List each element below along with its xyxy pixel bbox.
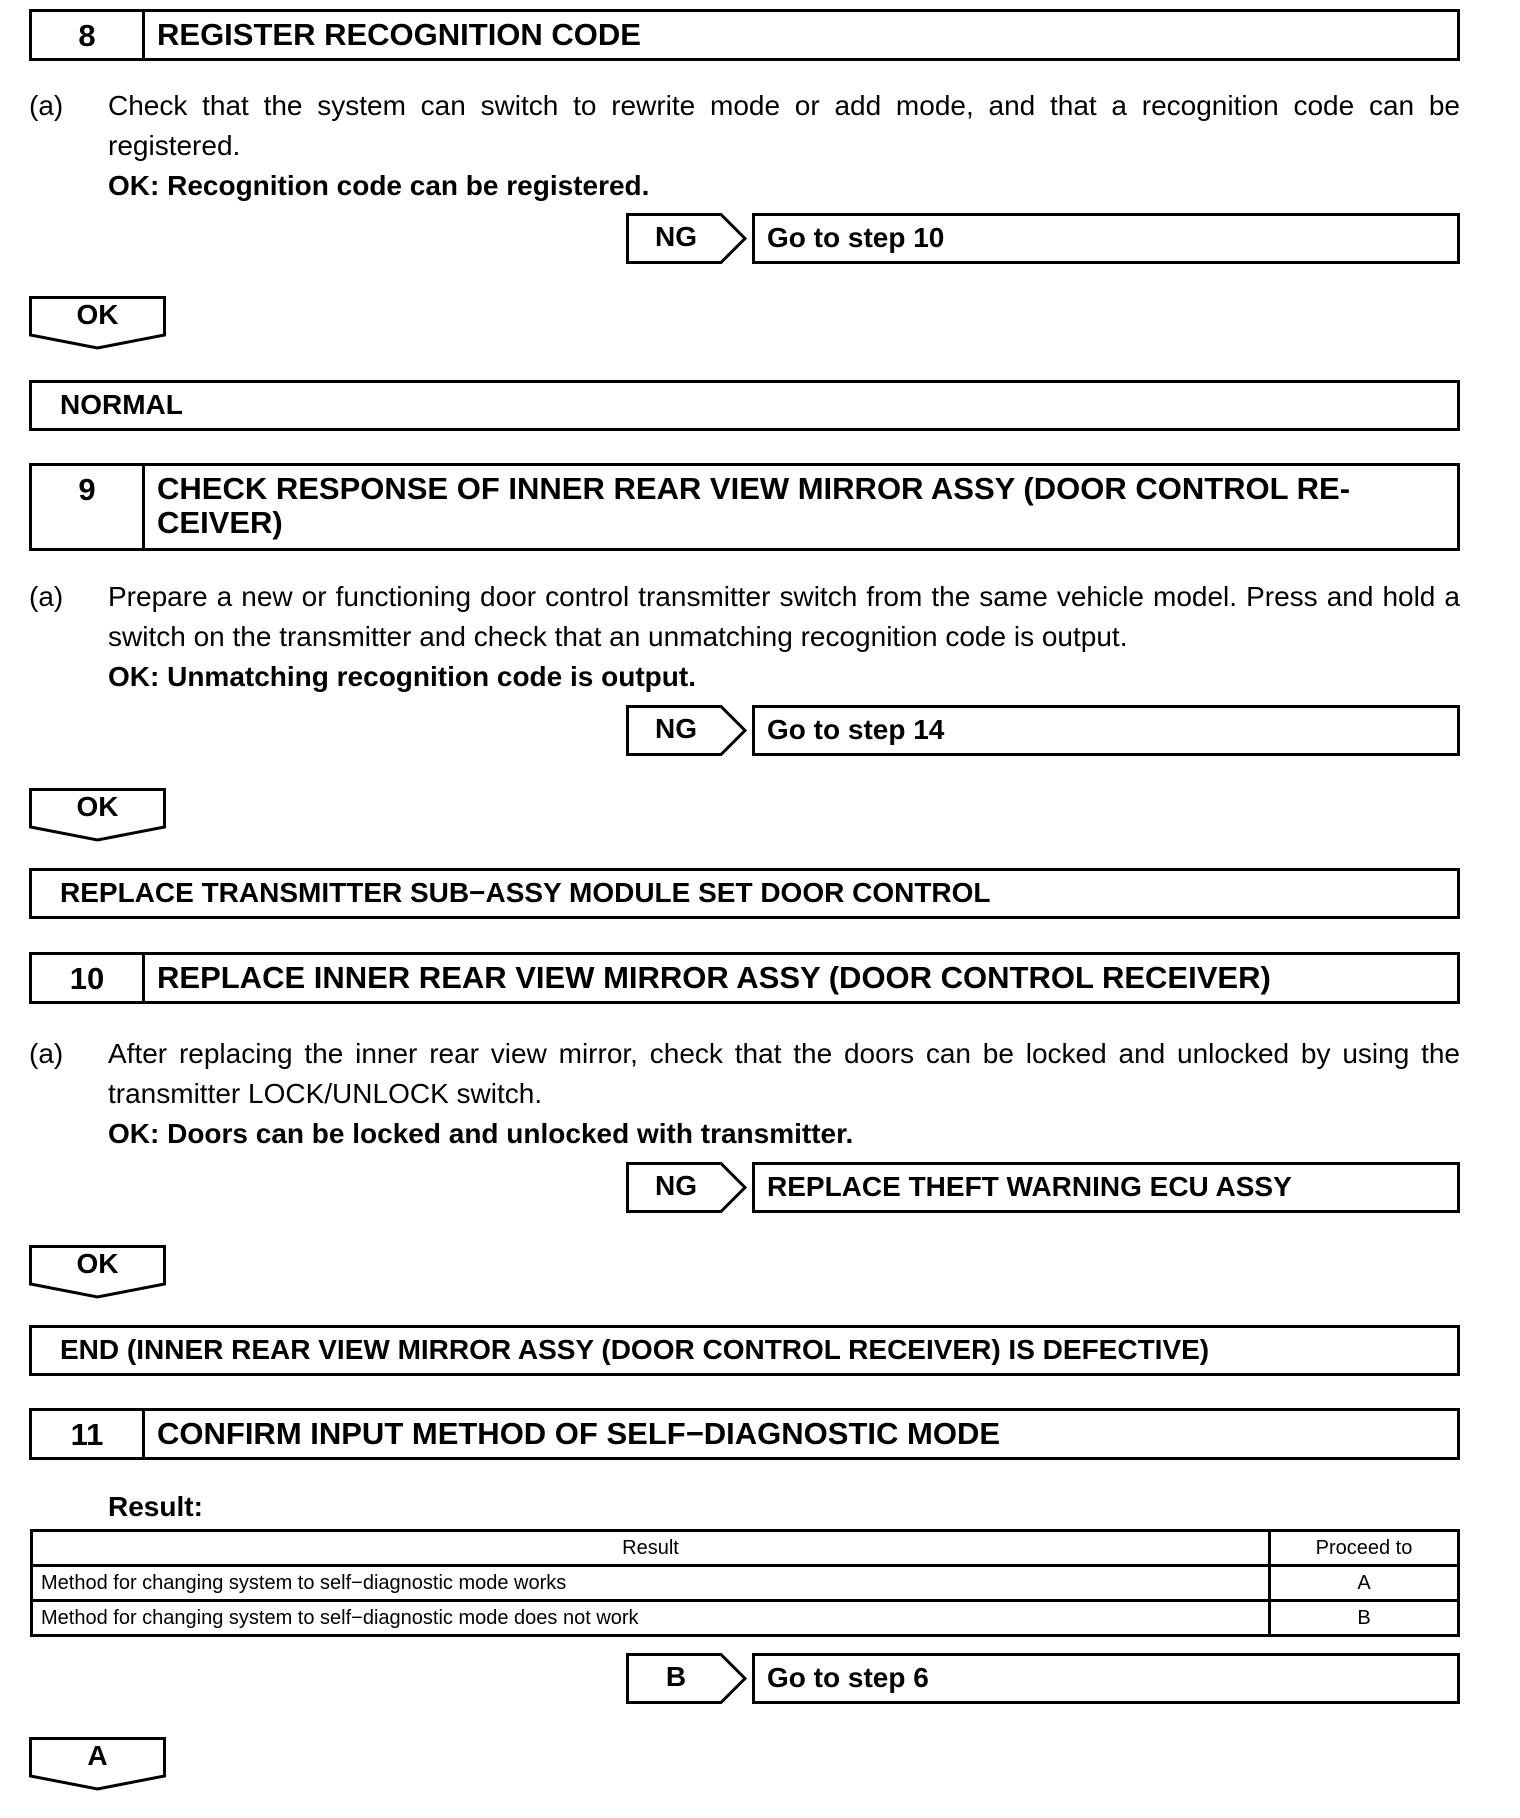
step-11-header [29, 1408, 1460, 1460]
step-title-line-1: CHECK RESPONSE OF INNER REAR VIEW MIRROR ASSY (DOOR CONTROL RE- [157, 471, 1351, 506]
column-header-result: Result [32, 1531, 1270, 1566]
step-11-a-branch[interactable] [29, 1737, 166, 1789]
branch-target[interactable]: Go to step 6 [752, 1653, 1460, 1704]
step-8-header [29, 9, 1460, 61]
result-heading: Result: [108, 1491, 203, 1522]
table-header-row [32, 1531, 1459, 1566]
step-9-instruction [0, 577, 1520, 707]
step-10-ng-branch[interactable] [626, 1162, 1460, 1213]
step-8-ok-branch[interactable] [29, 296, 166, 348]
step-9-ng-branch[interactable] [626, 705, 1460, 756]
step-number: 10 [32, 955, 145, 1001]
ng-target[interactable]: REPLACE THEFT WARNING ECU ASSY [752, 1162, 1460, 1213]
step-number: 11 [32, 1411, 145, 1457]
step-11-b-branch[interactable] [626, 1653, 1460, 1704]
step-9-header [29, 463, 1460, 551]
ok-label: OK [76, 1248, 119, 1279]
ng-target[interactable]: Go to step 10 [752, 213, 1460, 264]
ok-criterion: OK: Recognition code can be registered. [108, 170, 650, 201]
branch-label: B [665, 1661, 687, 1692]
instruction-label: (a) [29, 90, 64, 121]
result-table [30, 1529, 1460, 1637]
ok-criterion: OK: Unmatching recognition code is output. [108, 661, 696, 692]
step-10-ok-branch[interactable] [29, 1245, 166, 1297]
step-8-instruction [0, 86, 1520, 216]
step-9-ok-branch[interactable] [29, 788, 166, 840]
step-number: 9 [32, 466, 145, 548]
a-label: A [87, 1740, 108, 1771]
table-row [32, 1566, 1459, 1601]
table-row [32, 1601, 1459, 1636]
step-9-result: REPLACE TRANSMITTER SUB−ASSY MODULE SET DOOR CONTROL [29, 868, 1460, 919]
result-cell: Method for changing system to self−diagnostic mode works [32, 1566, 1270, 1601]
ng-label: NG [655, 713, 697, 744]
instruction-label: (a) [29, 1038, 64, 1069]
step-8-result: NORMAL [29, 380, 1460, 431]
step-title-line-2: CEIVER) [157, 505, 283, 540]
step-title: REGISTER RECOGNITION CODE [157, 17, 641, 52]
instruction-label: (a) [29, 581, 64, 612]
step-number: 8 [32, 12, 145, 58]
step-title: REPLACE INNER REAR VIEW MIRROR ASSY (DOOR CONTROL RECEIVER) [157, 960, 1271, 995]
instruction-text: Prepare a new or functioning door control transmitter switch from the same vehicle model. Press and hold a switch on the transmitter and check that an unmatching recognition code is output. [108, 581, 1460, 652]
instruction-text: Check that the system can switch to rewrite mode or add mode, and that a recognition code can be registered. [108, 90, 1460, 161]
ok-label: OK [76, 299, 119, 330]
step-8-ng-branch[interactable] [626, 213, 1460, 264]
ng-label: NG [655, 1170, 697, 1201]
ng-label: NG [655, 221, 697, 252]
result-cell: Method for changing system to self−diagnostic mode does not work [32, 1601, 1270, 1636]
step-10-result: END (INNER REAR VIEW MIRROR ASSY (DOOR CONTROL RECEIVER) IS DEFECTIVE) [29, 1325, 1460, 1376]
step-title [145, 466, 1457, 548]
proceed-cell: A [1270, 1566, 1459, 1601]
ng-target[interactable]: Go to step 14 [752, 705, 1460, 756]
ok-label: OK [76, 791, 119, 822]
proceed-cell: B [1270, 1601, 1459, 1636]
step-10-header [29, 952, 1460, 1004]
ok-criterion: OK: Doors can be locked and unlocked with transmitter. [108, 1118, 854, 1149]
step-title: CONFIRM INPUT METHOD OF SELF−DIAGNOSTIC MODE [157, 1416, 1001, 1451]
column-header-proceed-to: Proceed to [1270, 1531, 1459, 1566]
step-10-instruction [0, 1034, 1520, 1164]
instruction-text: After replacing the inner rear view mirror, check that the doors can be locked and unlocked by using the transmitter LOCK/UNLOCK switch. [108, 1038, 1460, 1109]
